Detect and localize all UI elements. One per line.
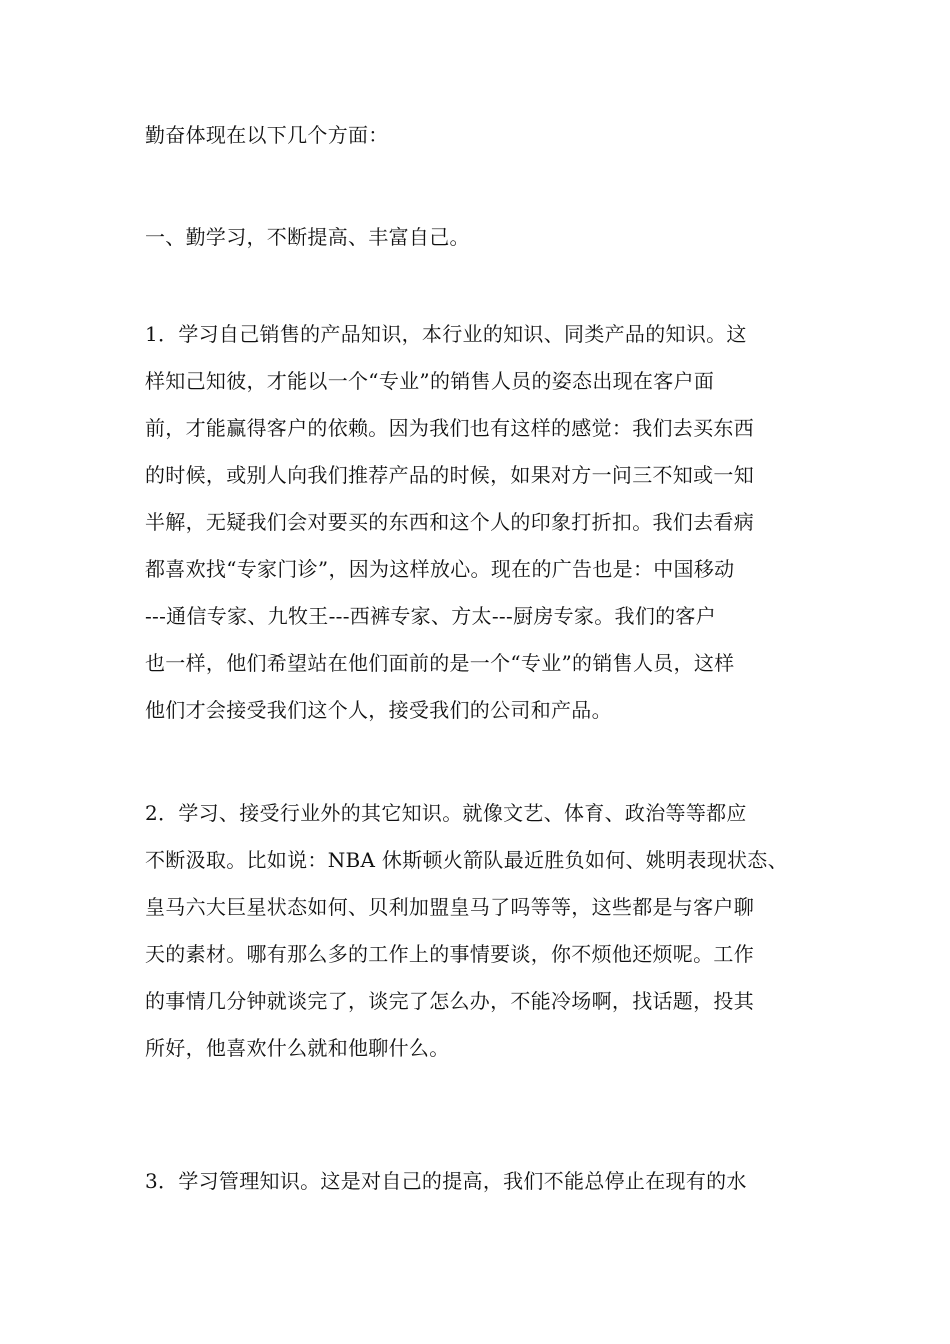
section-heading: 一、勤学习，不断提高、丰富自己。 — [145, 225, 470, 249]
paragraph-line: 所好，他喜欢什么就和他聊什么。 — [145, 1036, 450, 1060]
paragraph-line: 样知己知彼，才能以一个“专业”的销售人员的姿态出现在客户面 — [145, 369, 715, 393]
paragraph-line: 的时候，或别人向我们推荐产品的时候，如果对方一问三不知或一知 — [145, 463, 754, 487]
intro-line: 勤奋体现在以下几个方面： — [145, 123, 389, 147]
paragraph-line: ---通信专家、九牧王---西裤专家、方太---厨房专家。我们的客户 — [145, 604, 717, 628]
paragraph-line: 都喜欢找“专家门诊”，因为这样放心。现在的广告也是：中国移动 — [145, 557, 735, 581]
paragraph-line: 2．学习、接受行业外的其它知识。就像文艺、体育、政治等等都应 — [145, 801, 747, 825]
paragraph-line: 皇马六大巨星状态如何、贝利加盟皇马了吗等等，这些都是与客户聊 — [145, 895, 754, 919]
paragraph-line: 他们才会接受我们这个人，接受我们的公司和产品。 — [145, 698, 612, 722]
paragraph-line: 也一样，他们希望站在他们面前的是一个“专业”的销售人员，这样 — [145, 651, 735, 675]
paragraph-line: 3．学习管理知识。这是对自己的提高，我们不能总停止在现有的水 — [145, 1169, 747, 1193]
paragraph-line: 的事情几分钟就谈完了，谈完了怎么办，不能冷场啊，找话题，投其 — [145, 989, 754, 1013]
paragraph-line: 半解，无疑我们会对要买的东西和这个人的印象打折扣。我们去看病 — [145, 510, 754, 534]
paragraph-line: 天的素材。哪有那么多的工作上的事情要谈，你不烦他还烦呢。工作 — [145, 942, 754, 966]
paragraph-line: 前，才能赢得客户的依赖。因为我们也有这样的感觉：我们去买东西 — [145, 416, 754, 440]
paragraph-line: 1．学习自己销售的产品知识，本行业的知识、同类产品的知识。这 — [145, 322, 747, 346]
paragraph-line: 不断汲取。比如说：NBA 休斯顿火箭队最近胜负如何、姚明表现状态、 — [145, 848, 788, 872]
